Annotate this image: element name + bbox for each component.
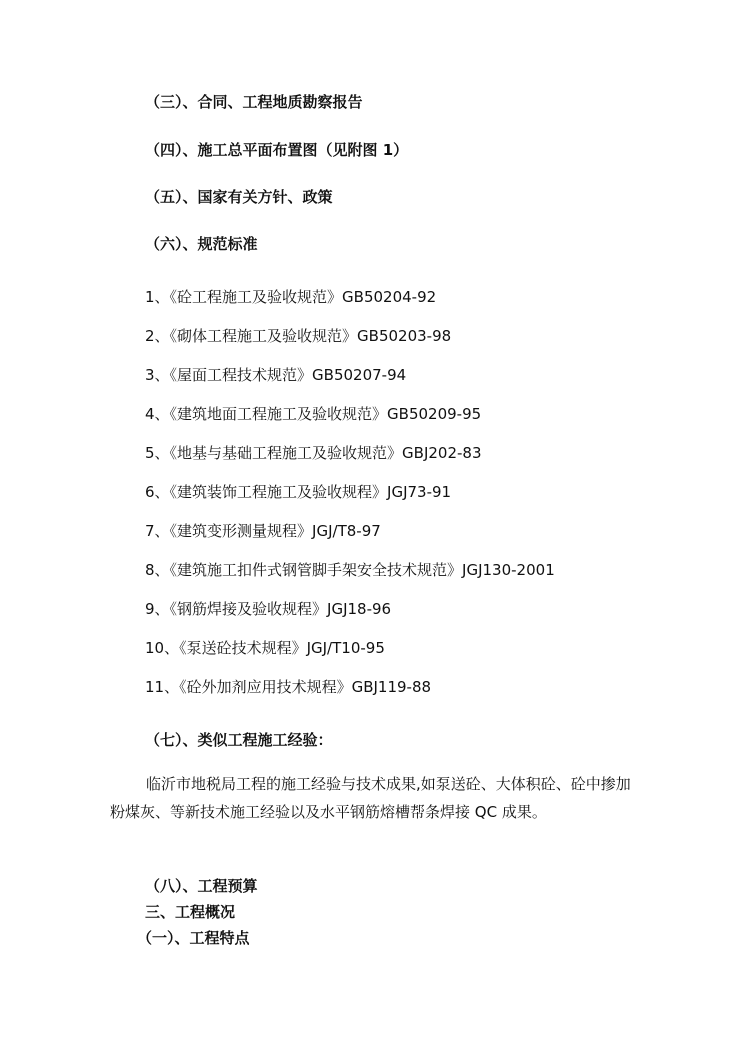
section-heading-7: （七）、类似工程施工经验： xyxy=(145,731,333,749)
subsection-heading-1: （一）、工程特点 xyxy=(137,929,250,947)
standard-item-3: 3、《屋面工程技术规范》GB50207-94 xyxy=(145,366,407,384)
section-heading-8: （八）、工程预算 xyxy=(145,877,258,895)
standard-item-9: 9、《钢筋焊接及验收规程》JGJ18-96 xyxy=(145,600,392,618)
standard-item-11: 11、《砼外加剂应用技术规程》GBJ119-88 xyxy=(145,678,432,696)
experience-paragraph: 临沂市地税局工程的施工经验与技术成果,如泵送砼、大体积砼、砼中掺加粉煤灰、等新技术施工经验以及水平钢筋熔槽帮条焊接 QC 成果。 xyxy=(110,775,631,821)
standard-item-1: 1、《砼工程施工及验收规范》GB50204-92 xyxy=(145,288,437,306)
standard-item-8: 8、《建筑施工扣件式钢管脚手架安全技术规范》JGJ130-2001 xyxy=(145,561,555,579)
section-heading-4: （四）、施工总平面布置图（见附图 1） xyxy=(145,141,409,159)
standard-item-5: 5、《地基与基础工程施工及验收规范》GBJ202-83 xyxy=(145,444,482,462)
section-heading-6: （六）、规范标准 xyxy=(145,235,258,253)
standard-item-10: 10、《泵送砼技术规程》JGJ/T10-95 xyxy=(145,639,385,657)
chapter-heading-3: 三、工程概况 xyxy=(145,903,236,921)
section-heading-5: （五）、国家有关方针、政策 xyxy=(145,188,333,206)
standard-item-4: 4、《建筑地面工程施工及验收规范》GB50209-95 xyxy=(145,405,482,423)
section-heading-3: （三）、合同、工程地质勘察报告 xyxy=(145,93,363,111)
standard-item-7: 7、《建筑变形测量规程》JGJ/T8-97 xyxy=(145,522,381,540)
standard-item-2: 2、《砌体工程施工及验收规范》GB50203-98 xyxy=(145,327,452,345)
standard-item-6: 6、《建筑装饰工程施工及验收规程》JGJ73-91 xyxy=(145,483,452,501)
